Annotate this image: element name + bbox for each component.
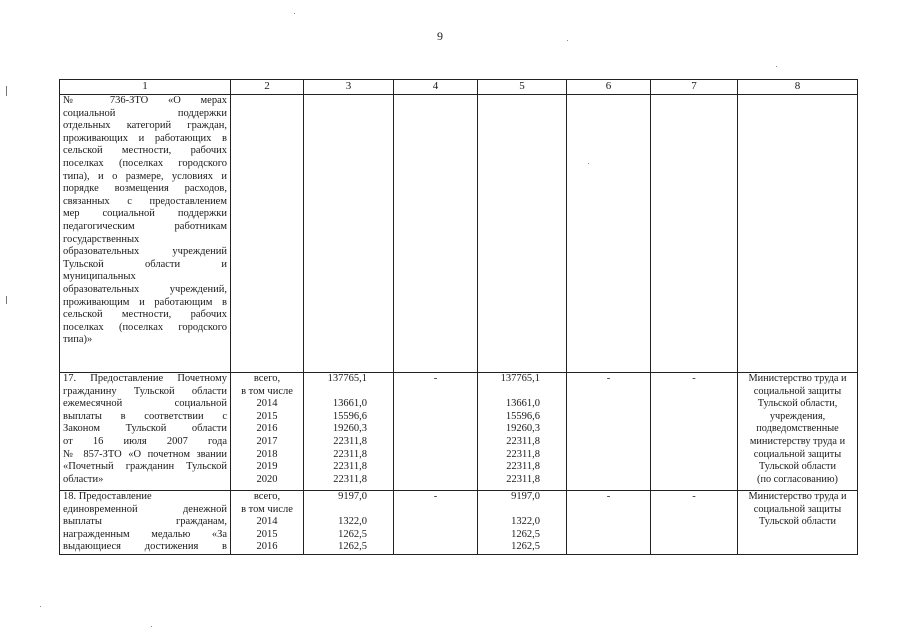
period-cell [231,373,304,491]
executor-line: Тульской области, [757,398,838,410]
value: 1262,5 [511,541,540,553]
empty-cell [231,95,304,373]
continuation-text [60,95,231,373]
dash-cell [394,491,478,555]
desc-line: образовательных учреждений, [63,283,227,295]
desc-line: поселках (поселках городского [63,157,227,169]
dash: - [433,373,438,384]
period: 2019 [256,461,278,473]
desc-line: поселках (поселках городского [63,321,227,333]
desc-line: связанных с предоставлением [63,195,227,207]
desc-line: области» [63,473,104,485]
value: 1262,5 [338,528,367,540]
value: 15596,6 [505,410,540,422]
executor-line: социальной защиты [753,503,842,515]
desc-line: гражданину Тульской области [63,385,227,397]
empty-cell [651,95,738,373]
dash-cell [567,373,651,491]
desc-line: ежемесячной социальной [63,398,227,410]
table-row [60,95,858,373]
period: всего, [253,373,281,384]
executor-line: (по согласованию) [757,473,838,485]
executor-line: Тульской области [758,461,836,473]
executor-cell [738,491,858,555]
dash: - [692,373,696,384]
empty-cell [567,95,651,373]
header-cell: 8 [738,80,858,95]
desc-line: награжденным медалью «За [63,528,227,540]
period: всего, [253,491,281,502]
desc-line: Законом Тульской области [63,423,227,435]
header-cell: 2 [231,80,304,95]
value: 15596,6 [332,410,367,422]
empty-cell [394,95,478,373]
value: 22311,8 [506,473,540,485]
desc-line: проживающим и работающим в [63,296,227,308]
empty-cell [304,95,394,373]
empty-cell [738,95,858,373]
desc-line: типа)» [63,334,93,346]
value: 22311,8 [333,448,367,460]
value: 1322,0 [338,516,367,528]
scan-speck [294,13,295,14]
dash: - [433,491,438,502]
desc-line: мер социальной поддержки [63,208,227,220]
period: 2016 [256,423,278,435]
period: в том числе [241,385,293,397]
regional-budget-cell [478,373,567,491]
table-row [60,491,858,555]
header-cell: 1 [60,80,231,95]
period: в том числе [241,503,293,515]
header-cell: 4 [394,80,478,95]
desc-line: № 857-ЗТО «О почетном звании [63,448,227,460]
desc-line: сельской местности, рабочих [63,145,227,157]
period: 2017 [256,435,278,447]
header-cell: 5 [478,80,567,95]
desc-line: единовременной денежной [63,503,227,515]
value [307,504,367,517]
value: 1322,0 [511,516,540,528]
value: 9197,0 [338,491,367,502]
value: 22311,8 [333,435,367,447]
value: 13661,0 [332,398,367,410]
period-cell [231,491,304,555]
value: 1262,5 [511,528,540,540]
executor-line: социальной защиты [753,385,842,397]
executor-line: Тульской области [758,516,836,528]
desc-line: государственных [63,233,140,245]
dash: - [692,491,696,502]
dash: - [606,373,611,384]
value: 19260,3 [332,423,367,435]
dash-cell [394,373,478,491]
total-cell [304,491,394,555]
desc-line: № 736-ЗТО «О мерах [63,95,227,106]
table-row [60,373,858,491]
desc-line: выплаты в соответствии с [63,410,227,422]
empty-cell [478,95,567,373]
value: 22311,8 [506,461,540,473]
desc-line: от 16 июля 2007 года [63,435,227,447]
desc-line: выдающиеся достижения в [63,541,227,553]
scan-edge-mark [6,296,7,304]
desc-line: выплаты гражданам, [63,516,227,528]
executor-line: подведомственные [756,423,839,435]
desc-line: 18. Предоставление [63,491,152,502]
period: 2015 [256,410,278,422]
value [307,386,367,399]
dash: - [606,491,611,502]
desc-line: образовательных учреждений [63,246,227,258]
scan-speck [40,606,41,607]
value: 19260,3 [505,423,540,435]
desc-line: 17. Предоставление Почетному [63,373,227,384]
executor-line: министерству труда и [749,435,846,447]
value: 137765,1 [500,373,540,384]
period: 2016 [256,541,278,553]
desc-line: «Почетный гражданин Тульской [63,461,227,473]
item-18-description [60,491,231,555]
desc-line: сельской местности, рабочих [63,309,227,321]
total-cell [304,373,394,491]
desc-line: Тульской области и [63,258,227,270]
period: 2020 [256,473,278,485]
executor-line: Министерство труда и [748,373,847,384]
dash-cell [567,491,651,555]
page-number: 9 [437,29,443,43]
scan-speck [567,40,568,41]
header-cell: 7 [651,80,738,95]
value [481,504,540,517]
scan-speck [151,626,152,627]
desc-line: педагогическим работникам [63,220,227,232]
scan-edge-mark [6,86,7,96]
value: 9197,0 [511,491,540,502]
header-cell: 3 [304,80,394,95]
desc-line: отдельных категорий граждан, [63,120,227,132]
dash-cell [651,373,738,491]
value: 22311,8 [506,448,540,460]
value: 13661,0 [505,398,540,410]
item-17-description [60,373,231,491]
desc-line: социальной поддержки [63,107,227,119]
desc-line: порядке возмещения расходов, [63,183,227,195]
scan-speck [776,66,777,67]
executor-line: учреждения, [769,410,826,422]
executor-line: социальной защиты [753,448,842,460]
period: 2015 [256,528,278,540]
value: 22311,8 [506,435,540,447]
desc-line: муниципальных [63,271,136,283]
value [481,386,540,399]
value: 22311,8 [333,473,367,485]
header-cell: 6 [567,80,651,95]
value: 1262,5 [338,541,367,553]
period: 2014 [256,398,278,410]
period: 2014 [256,516,278,528]
header-row [60,80,858,95]
desc-line: типа), и о размере, условиях и [63,170,227,182]
desc-line: проживающих и работающих в [63,132,227,144]
value: 22311,8 [333,461,367,473]
executor-cell [738,373,858,491]
dash-cell [651,491,738,555]
period: 2018 [256,448,278,460]
executor-line: Министерство труда и [748,491,847,502]
value: 137765,1 [327,373,367,384]
regional-budget-cell [478,491,567,555]
budget-table [59,79,858,555]
